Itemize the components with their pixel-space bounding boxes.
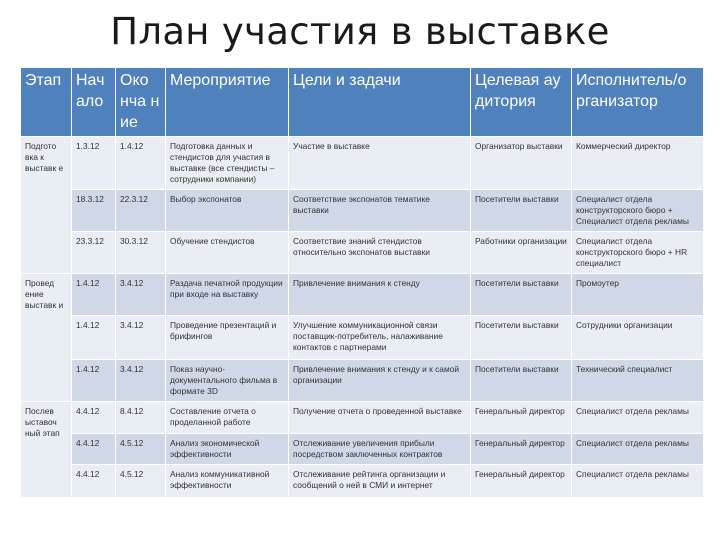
audience-cell: Генеральный директор — [471, 402, 572, 434]
goal-cell: Отслеживание увеличения прибыли посредством заключенных контрактов — [289, 434, 471, 465]
start-cell: 1.4.12 — [72, 316, 116, 360]
audience-cell: Посетители выставки — [471, 190, 572, 232]
page-title: План участия в выставке — [110, 10, 610, 53]
start-cell: 1.3.12 — [72, 137, 116, 190]
end-cell: 4.5.12 — [116, 465, 166, 498]
table-row — [21, 137, 704, 190]
table-row — [21, 465, 704, 498]
header-goals: Цели и задачи — [289, 68, 471, 137]
event-cell: Составление отчета о проделанной работе — [166, 402, 289, 434]
start-cell: 18.3.12 — [72, 190, 116, 232]
event-cell: Обучение стендистов — [166, 232, 289, 274]
goal-cell: Участие в выставке — [289, 137, 471, 190]
goal-cell: Привлечение внимания к стенду и к самой организации — [289, 360, 471, 402]
event-cell: Выбор экспонатов — [166, 190, 289, 232]
table-row — [21, 434, 704, 465]
audience-cell: Генеральный директор — [471, 465, 572, 498]
goal-cell: Соответствие знаний стендистов относительно экспонатов выставки — [289, 232, 471, 274]
event-cell: Подготовка данных и стендистов для участия в выставке (все стендисты – сотрудники компании) — [166, 137, 289, 190]
executor-cell: Специалист отдела рекламы — [572, 465, 704, 498]
table-row — [21, 360, 704, 402]
executor-cell: Технический специалист — [572, 360, 704, 402]
end-cell: 4.5.12 — [116, 434, 166, 465]
table-row — [21, 402, 704, 434]
executor-cell: Промоутер — [572, 274, 704, 316]
exhibition-plan-table — [20, 67, 704, 498]
audience-cell: Посетители выставки — [471, 316, 572, 360]
goal-cell: Улучшение коммуникационной связи поставщик-потребитель, налаживание контактов с партнерами — [289, 316, 471, 360]
stage-cell: Послев ыставоч ный этап — [21, 402, 72, 498]
table-row — [21, 232, 704, 274]
header-end: Око нча ние — [116, 68, 166, 137]
header-stage: Этап — [21, 68, 72, 137]
audience-cell: Работники организации — [471, 232, 572, 274]
end-cell: 1.4.12 — [116, 137, 166, 190]
start-cell: 1.4.12 — [72, 360, 116, 402]
end-cell: 3.4.12 — [116, 360, 166, 402]
header-event: Мероприятие — [166, 68, 289, 137]
executor-cell: Специалист отдела рекламы — [572, 402, 704, 434]
header-executor: Исполнитель/о рганизатор — [572, 68, 704, 137]
end-cell: 8.4.12 — [116, 402, 166, 434]
audience-cell: Посетители выставки — [471, 274, 572, 316]
event-cell: Проведение презентаций и брифингов — [166, 316, 289, 360]
table-row — [21, 316, 704, 360]
header-start: Нач ало — [72, 68, 116, 137]
executor-cell: Специалист отдела конструкторского бюро + HR специалист — [572, 232, 704, 274]
stage-cell: Провед ение выставк и — [21, 274, 72, 402]
table-row — [21, 274, 704, 316]
start-cell: 23.3.12 — [72, 232, 116, 274]
event-cell: Анализ экономической эффективности — [166, 434, 289, 465]
executor-cell: Коммерческий директор — [572, 137, 704, 190]
executor-cell: Специалист отдела рекламы — [572, 434, 704, 465]
event-cell: Показ научно-документального фильма в формате 3D — [166, 360, 289, 402]
start-cell: 4.4.12 — [72, 402, 116, 434]
executor-cell: Специалист отдела конструкторского бюро + Специалист отдела рекламы — [572, 190, 704, 232]
end-cell: 30.3.12 — [116, 232, 166, 274]
end-cell: 3.4.12 — [116, 316, 166, 360]
header-row — [21, 68, 704, 137]
end-cell: 22.3.12 — [116, 190, 166, 232]
event-cell: Анализ коммуникативной эффективности — [166, 465, 289, 498]
event-cell: Раздача печатной продукции при входе на выставку — [166, 274, 289, 316]
table-row — [21, 190, 704, 232]
stage-cell: Подгото вка к выставк е — [21, 137, 72, 274]
start-cell: 4.4.12 — [72, 465, 116, 498]
goal-cell: Соответствие экспонатов тематике выставки — [289, 190, 471, 232]
start-cell: 4.4.12 — [72, 434, 116, 465]
start-cell: 1.4.12 — [72, 274, 116, 316]
executor-cell: Сотрудники организации — [572, 316, 704, 360]
header-audience: Целевая аудитория — [471, 68, 572, 137]
goal-cell: Отслеживание рейтинга организации и сообщений о ней в СМИ и интернет — [289, 465, 471, 498]
goal-cell: Привлечение внимания к стенду — [289, 274, 471, 316]
end-cell: 3.4.12 — [116, 274, 166, 316]
audience-cell: Посетители выставки — [471, 360, 572, 402]
audience-cell: Генеральный директор — [471, 434, 572, 465]
audience-cell: Организатор выставки — [471, 137, 572, 190]
goal-cell: Получение отчета о проведенной выставке — [289, 402, 471, 434]
